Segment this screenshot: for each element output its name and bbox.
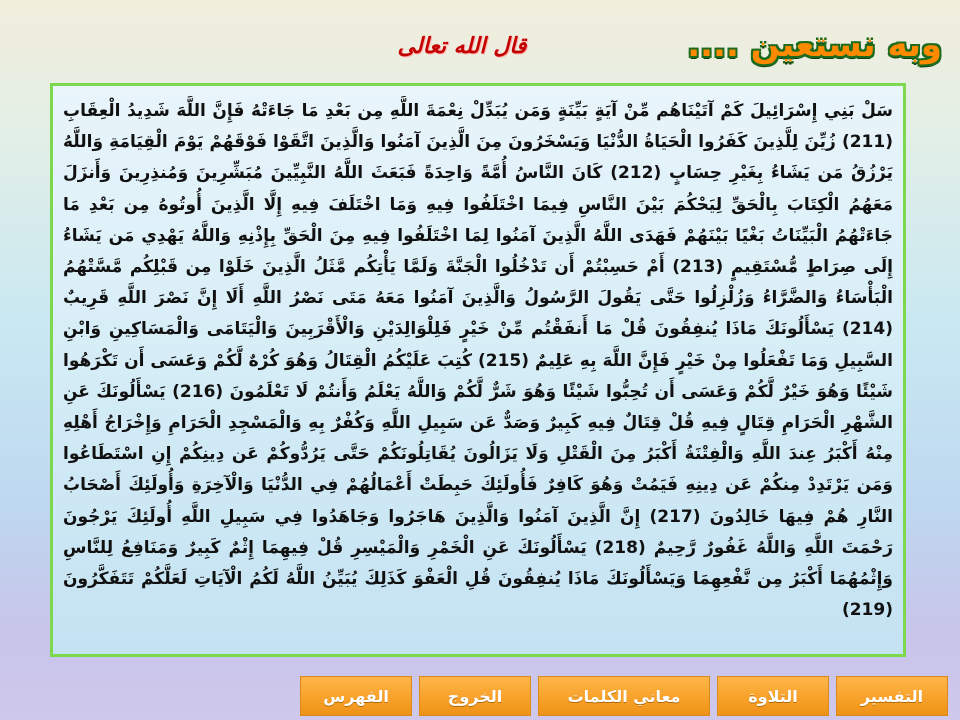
verse-text-212: زُيِّنَ لِلَّذِينَ كَفَرُوا الْحَيَاةُ الدُّنْيَا وَيَسْخَرُونَ مِنَ الَّذِينَ آمَنُوا وَالَّذِينَ اتَّقَوْا فَوْقَهُمْ يَوْمَ الْقِيَامَةِ وَاللَّهُ يَرْزُقُ مَن يَشَاءُ بِغَيْرِ حِسَابٍ (63, 132, 893, 184)
verse-text-215: يَسْأَلُونَكَ مَاذَا يُنفِقُونَ قُلْ مَا أَنفَقْتُم مِّنْ خَيْرٍ فَلِلْوَالِدَيْنِ وَالْأَقْرَبِينَ وَالْيَتَامَى وَالْمَسَاكِينِ وَابْنِ السَّبِيلِ وَمَا تَفْعَلُوا مِنْ خَيْرٍ فَإِنَّ اللَّهَ بِهِ عَلِيمٌ (63, 319, 893, 371)
verse-number-213: (213) (672, 257, 724, 278)
tilawa-button[interactable]: التلاوة (717, 676, 829, 716)
qala-allah-caption: قال الله تعالى (397, 33, 527, 59)
exit-button[interactable]: الخروج (419, 676, 531, 716)
verse-number-218: (218) (594, 537, 646, 558)
verse-number-212: (212) (610, 163, 662, 184)
verse-number-219: (219) (841, 600, 893, 621)
verse-text-217: يَسْأَلُونَكَ عَنِ الشَّهْرِ الْحَرَامِ قِتَالٍ فِيهِ قُلْ قِتَالٌ فِيهِ كَبِيرٌ وَصَدٌّ عَن سَبِيلِ اللَّهِ وَكُفْرٌ بِهِ وَالْمَسْجِدِ الْحَرَامِ وَإِخْرَاجُ أَهْلِهِ مِنْهُ أَكْبَرُ عِندَ اللَّهِ وَالْفِتْنَةُ أَكْبَرُ مِنَ الْقَتْلِ وَلَا يَزَالُونَ يُقَاتِلُونَكُمْ حَتَّى يَرُدُّوكُمْ عَن دِينِكُمْ إِنِ اسْتَطَاعُوا وَمَن يَرْتَدِدْ مِنكُمْ عَن دِينِهِ فَيَمُتْ وَهُوَ كَافِرٌ فَأُولَئِكَ حَبِطَتْ أَعْمَالُهُمْ فِي الدُّنْيَا وَالْآخِرَةِ وَأُولَئِكَ أَصْحَابُ النَّارِ هُمْ فِيهَا خَالِدُونَ (63, 381, 893, 527)
bottom-nav (300, 676, 948, 716)
verse-number-211: (211) (841, 132, 893, 153)
verse-number-217: (217) (649, 506, 701, 527)
tafsir-button[interactable]: التفسير (836, 676, 948, 716)
verse-text-211: سَلْ بَنِي إِسْرَائِيلَ كَمْ آتَيْنَاهُم مِّنْ آيَةٍ بَيِّنَةٍ وَمَن يُبَدِّلْ نِعْمَةَ اللَّهِ مِن بَعْدِ مَا جَاءَتْهُ فَإِنَّ اللَّهَ شَدِيدُ الْعِقَابِ (63, 101, 893, 121)
verses-panel (50, 83, 906, 657)
verse-number-216: (216) (172, 381, 224, 402)
word-meanings-button[interactable]: معاني الكلمات (538, 676, 710, 716)
verse-number-215: (215) (477, 350, 530, 371)
verse-text-218: إِنَّ الَّذِينَ آمَنُوا وَالَّذِينَ هَاجَرُوا وَجَاهَدُوا فِي سَبِيلِ اللَّهِ أُولَئِكَ يَرْجُونَ رَحْمَتَ اللَّهِ وَاللَّهُ غَفُورٌ رَّحِيمٌ (63, 506, 893, 558)
verse-text-219: يَسْأَلُونَكَ عَنِ الْخَمْرِ وَالْمَيْسِرِ قُلْ فِيهِمَا إِثْمٌ كَبِيرٌ وَمَنَافِعُ لِلنَّاسِ وَإِثْمُهُمَا أَكْبَرُ مِن نَّفْعِهِمَا وَيَسْأَلُونَكَ مَاذَا يُنفِقُونَ قُلِ الْعَفْوَ كَذَلِكَ يُبَيِّنُ اللَّهُ لَكُمُ الْآيَاتِ لَعَلَّكُمْ تَتَفَكَّرُونَ (63, 537, 893, 590)
index-button[interactable]: الفهرس (300, 676, 412, 716)
page-title: وبه نستعين .... (687, 25, 942, 65)
verse-number-214: (214) (841, 319, 893, 340)
verses-text (63, 96, 893, 646)
verse-text-216: كُتِبَ عَلَيْكُمُ الْقِتَالُ وَهُوَ كُرْهٌ لَّكُمْ وَعَسَى أَن تَكْرَهُوا شَيْئًا وَهُوَ خَيْرٌ لَّكُمْ وَعَسَى أَن تُحِبُّوا شَيْئًا وَهُوَ شَرٌّ لَّكُمْ وَاللَّهُ يَعْلَمُ وَأَنتُمْ لَا تَعْلَمُونَ (63, 350, 893, 402)
verse-text-214: أَمْ حَسِبْتُمْ أَن تَدْخُلُوا الْجَنَّةَ وَلَمَّا يَأْتِكُم مَّثَلُ الَّذِينَ خَلَوْا مِن قَبْلِكُم مَّسَّتْهُمُ الْبَأْسَاءُ وَالضَّرَّاءُ وَزُلْزِلُوا حَتَّى يَقُولَ الرَّسُولُ وَالَّذِينَ آمَنُوا مَعَهُ مَتَى نَصْرُ اللَّهِ أَلَا إِنَّ نَصْرَ اللَّهِ قَرِيبٌ (63, 257, 893, 309)
verse-text-213: كَانَ النَّاسُ أُمَّةً وَاحِدَةً فَبَعَثَ اللَّهُ النَّبِيِّينَ مُبَشِّرِينَ وَمُنذِرِينَ وَأَنزَلَ مَعَهُمُ الْكِتَابَ بِالْحَقِّ لِيَحْكُمَ بَيْنَ النَّاسِ فِيمَا اخْتَلَفُوا فِيهِ وَمَا اخْتَلَفَ فِيهِ إِلَّا الَّذِينَ أُوتُوهُ مِن بَعْدِ مَا جَاءَتْهُمُ الْبَيِّنَاتُ بَغْيًا بَيْنَهُمْ فَهَدَى اللَّهُ الَّذِينَ آمَنُوا لِمَا اخْتَلَفُوا فِيهِ مِنَ الْحَقِّ بِإِذْنِهِ وَاللَّهُ يَهْدِي مَن يَشَاءُ إِلَى صِرَاطٍ مُّسْتَقِيمٍ (63, 163, 893, 278)
